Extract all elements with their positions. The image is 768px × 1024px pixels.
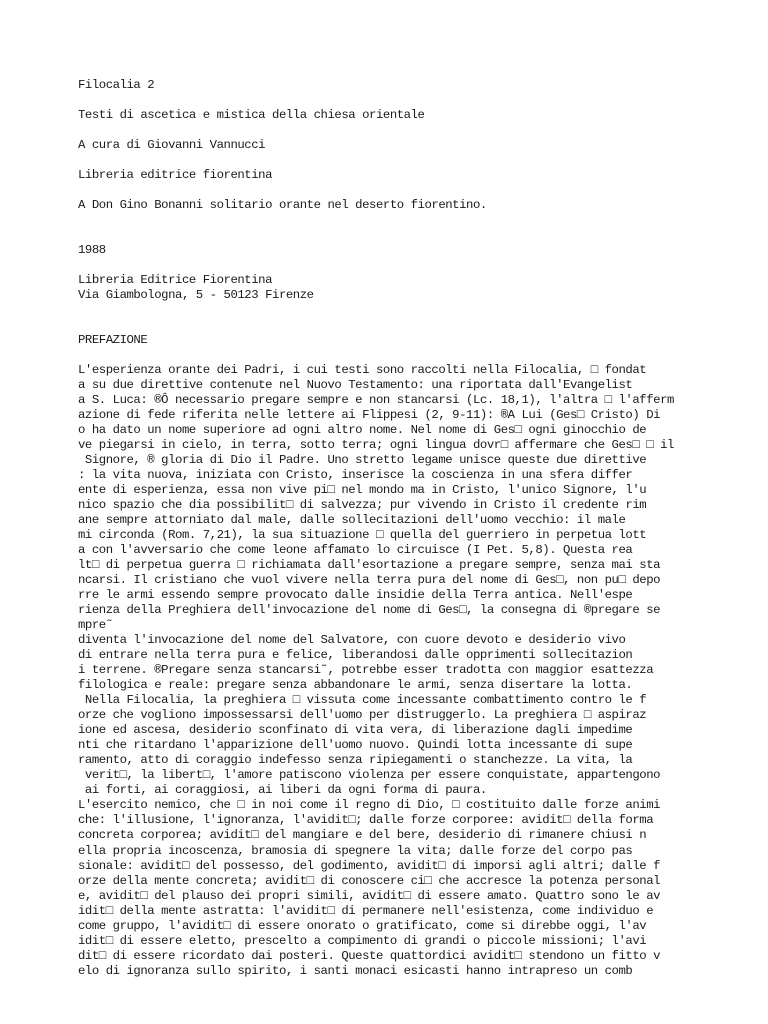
book-publisher: Libreria editrice fiorentina	[78, 168, 273, 182]
preface-body	[78, 363, 758, 979]
document-page	[78, 78, 758, 979]
preface-line: L'esperienza orante dei Padri, i cui testi sono raccolti nella Filocalia, □ fondat	[78, 363, 647, 377]
publication-year: 1988	[78, 243, 106, 257]
preface-line: a su due direttive contenute nel Nuovo Testamento: una riportata dall'Evangelist	[78, 378, 633, 393]
preface-line: ai forti, ai coraggiosi, ai liberi da ogni forma di paura.	[78, 783, 487, 798]
preface-line: ione ed ascesa, desiderio sconfinato di vita vera, di liberazione dagli impedime	[78, 723, 633, 738]
preface-line: di entrare nella terra pura e felice, liberandosi dalle opprimenti sollecitazion	[78, 648, 633, 663]
preface-line: ncarsi. Il cristiano che vuol vivere nella terra pura del nome di Ges□, non pu□ depo	[78, 573, 661, 588]
preface-line: diventa l'invocazione del nome del Salvatore, con cuore devoto e desiderio vivo	[78, 633, 626, 648]
preface-line: a con l'avversario che come leone affamato lo circuisce (I Pet. 5,8). Questa rea	[78, 543, 633, 558]
preface-line: orze che vogliono impossessarsi dell'uomo per distruggerlo. La preghiera □ aspiraz	[78, 708, 647, 723]
preface-line: o ha dato un nome superiore ad ogni altro nome. Nel nome di Ges□ ogni ginocchio de	[78, 423, 647, 438]
preface-line: Signore, ® gloria di Dio il Padre. Uno stretto legame unisce queste due direttive	[78, 453, 647, 468]
preface-line: lt□ di perpetua guerra □ richiamata dall'esortazione a pregare sempre, senza mai sta	[78, 558, 661, 573]
preface-line: ente di esperienza, essa non vive pi□ nel mondo ma in Cristo, l'unico Signore, l'u	[78, 483, 647, 498]
preface-line: ella propria incoscenza, bramosia di spegnere la vita; dalle forze del corpo pas	[78, 843, 633, 858]
preface-line: idit□ di essere eletto, prescelto a compimento di grandi o piccole missioni; l'avi	[78, 933, 647, 948]
preface-heading: PREFAZIONE	[78, 333, 148, 347]
preface-line: ane sempre attorniato dal male, dalle sollecitazioni dell'uomo vecchio: il male	[78, 513, 626, 528]
imprint-name: Libreria Editrice Fiorentina	[78, 273, 273, 287]
preface-line: concreta corporea; avidit□ del mangiare e del bere, desiderio di rimanere chiusi n	[78, 828, 647, 843]
preface-line: filologica e reale: pregare senza abbandonare le armi, senza disertare la lotta.	[78, 678, 633, 693]
preface-line: mpre˜	[78, 618, 113, 633]
preface-line: a S. Luca: ®Ô necessario pregare sempre e non stancarsi (Lc. 18,1), l'altra □ l'afferm	[78, 393, 674, 408]
preface-line: i terrene. ®Pregare senza stancarsi˜, potrebbe esser tradotta con maggior esattezza	[78, 663, 654, 678]
preface-line: mi circonda (Rom. 7,21), la sua situazione □ quella del guerriero in perpetua lott	[78, 528, 647, 543]
preface-line: verit□, la libert□, l'amore patiscono violenza per essere conquistate, appartengono	[78, 768, 661, 783]
preface-line: orze della mente concreta; avidit□ di conoscere ci□ che accresce la potenza personal	[78, 873, 661, 888]
preface-line: ve piegarsi in cielo, in terra, sotto terra; ogni lingua dovr□ affermare che Ges□ □ il	[78, 438, 674, 453]
preface-line: dit□ di essere ricordato dai posteri. Queste quattordici avidit□ stendono un fitto v	[78, 948, 661, 963]
preface-line: nico spazio che dia possibilit□ di salvezza; pur vivendo in Cristo il credente rim	[78, 498, 647, 513]
imprint-address: Via Giambologna, 5 - 50123 Firenze	[78, 288, 314, 302]
preface-line: elo di ignoranza sullo spirito, i santi monaci esicasti hanno intrapreso un comb	[78, 963, 633, 978]
preface-line: come gruppo, l'avidit□ di essere onorato o gratificato, come si direbbe oggi, l'av	[78, 918, 647, 933]
preface-line: : la vita nuova, iniziata con Cristo, inserisce la coscienza in una sfera differ	[78, 468, 633, 483]
book-subtitle: Testi di ascetica e mistica della chiesa orientale	[78, 108, 425, 122]
preface-line: sionale: avidit□ del possesso, del godimento, avidit□ di imporsi agli altri; dalle f	[78, 858, 661, 873]
book-editor: A cura di Giovanni Vannucci	[78, 138, 266, 152]
book-title: Filocalia 2	[78, 78, 155, 92]
preface-line: Nella Filocalia, la preghiera □ vissuta come incessante combattimento contro le f	[78, 693, 647, 708]
book-dedication: A Don Gino Bonanni solitario orante nel deserto fiorentino.	[78, 198, 487, 212]
preface-line: rienza della Preghiera dell'invocazione del nome di Ges□, la consegna di ®pregare se	[78, 603, 661, 618]
preface-line: rre le armi essendo sempre provocato dalle insidie della Terra antica. Nell'espe	[78, 588, 633, 603]
preface-line: idit□ della mente astratta: l'avidit□ di permanere nell'esistenza, come individuo e	[78, 903, 654, 918]
preface-line: e, avidit□ del plauso dei propri simili, avidit□ di essere amato. Quattro sono le av	[78, 888, 661, 903]
preface-line: ramento, atto di coraggio indefesso senza ripiegamenti o stanchezze. La vita, la	[78, 753, 633, 768]
preface-line: nti che ritardano l'apparizione dell'uomo nuovo. Quindi lotta incessante di supe	[78, 738, 633, 753]
preface-line: azione di fede riferita nelle lettere ai Flippesi (2, 9-11): ®A Lui (Ges□ Cristo) Di	[78, 408, 661, 423]
preface-line: L'esercito nemico, che □ in noi come il regno di Dio, □ costituito dalle forze animi	[78, 798, 661, 813]
preface-line: che: l'illusione, l'ignoranza, l'avidit□; dalle forze corporee: avidit□ della forma	[78, 813, 654, 828]
